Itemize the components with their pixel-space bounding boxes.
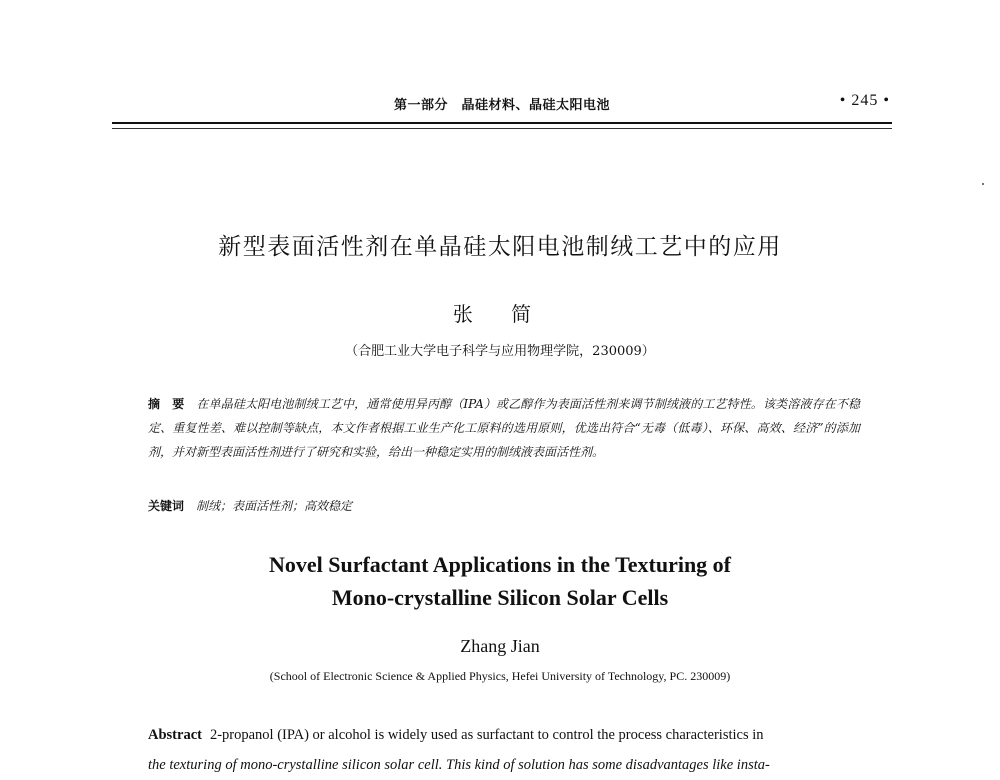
running-title: 第一部分 晶硅材料、晶硅太阳电池 bbox=[393, 98, 610, 113]
english-title-line-1: Novel Surfactant Applications in the Texturing of bbox=[268, 552, 732, 577]
english-title bbox=[0, 548, 1000, 614]
english-title-line-2: Mono-crystalline Silicon Solar Cells bbox=[331, 585, 669, 610]
header-rule-thin bbox=[112, 128, 892, 129]
english-abstract-line-2: the texturing of mono-crystalline silicon solar cell. This kind of solution has some disadvantages like insta- bbox=[148, 757, 770, 773]
chinese-author: 张 简 bbox=[452, 302, 548, 326]
scan-speck bbox=[982, 183, 984, 185]
english-author: Zhang Jian bbox=[460, 636, 540, 656]
chinese-affiliation: （合肥工业大学电子科学与应用物理学院，230009） bbox=[345, 344, 655, 359]
chinese-keywords-label: 关键词 bbox=[148, 499, 185, 513]
chinese-title: 新型表面活性剂在单晶硅太阳电池制绒工艺中的应用 bbox=[218, 234, 782, 260]
english-abstract-text-1: 2-propanol (IPA) or alcohol is widely used as surfactant to control the process characteristics in bbox=[209, 727, 764, 743]
chinese-abstract-label: 摘 要 bbox=[148, 397, 185, 411]
english-abstract-label: Abstract bbox=[148, 727, 202, 743]
chinese-abstract bbox=[148, 392, 860, 464]
chinese-abstract-text: 在单晶硅太阳电池制绒工艺中，通常使用异丙醇（IPA）或乙醇作为表面活性剂来调节制绒液的工艺特性。该类溶液存在不稳定、重复性差、难以控制等缺点，本文作者根据工业生产化工原料的选用原则，优选出符合“无毒（低毒）、环保、高效、经济”的添加剂，并对新型表面活性剂进行了研究和实验，给出一种稳定实用的制绒液表面活性剂。 bbox=[148, 397, 860, 459]
page-number: • 245 • bbox=[839, 92, 890, 109]
chinese-keywords-text: 制绒；表面活性剂；高效稳定 bbox=[196, 499, 353, 513]
english-abstract-line-1 bbox=[148, 720, 860, 750]
english-abstract bbox=[148, 720, 860, 780]
chinese-keywords bbox=[148, 496, 860, 516]
running-header bbox=[112, 94, 892, 122]
english-affiliation: (School of Electronic Science & Applied Physics, Hefei University of Technology, PC. 230009) bbox=[269, 669, 731, 683]
header-rule-thick bbox=[112, 122, 892, 124]
